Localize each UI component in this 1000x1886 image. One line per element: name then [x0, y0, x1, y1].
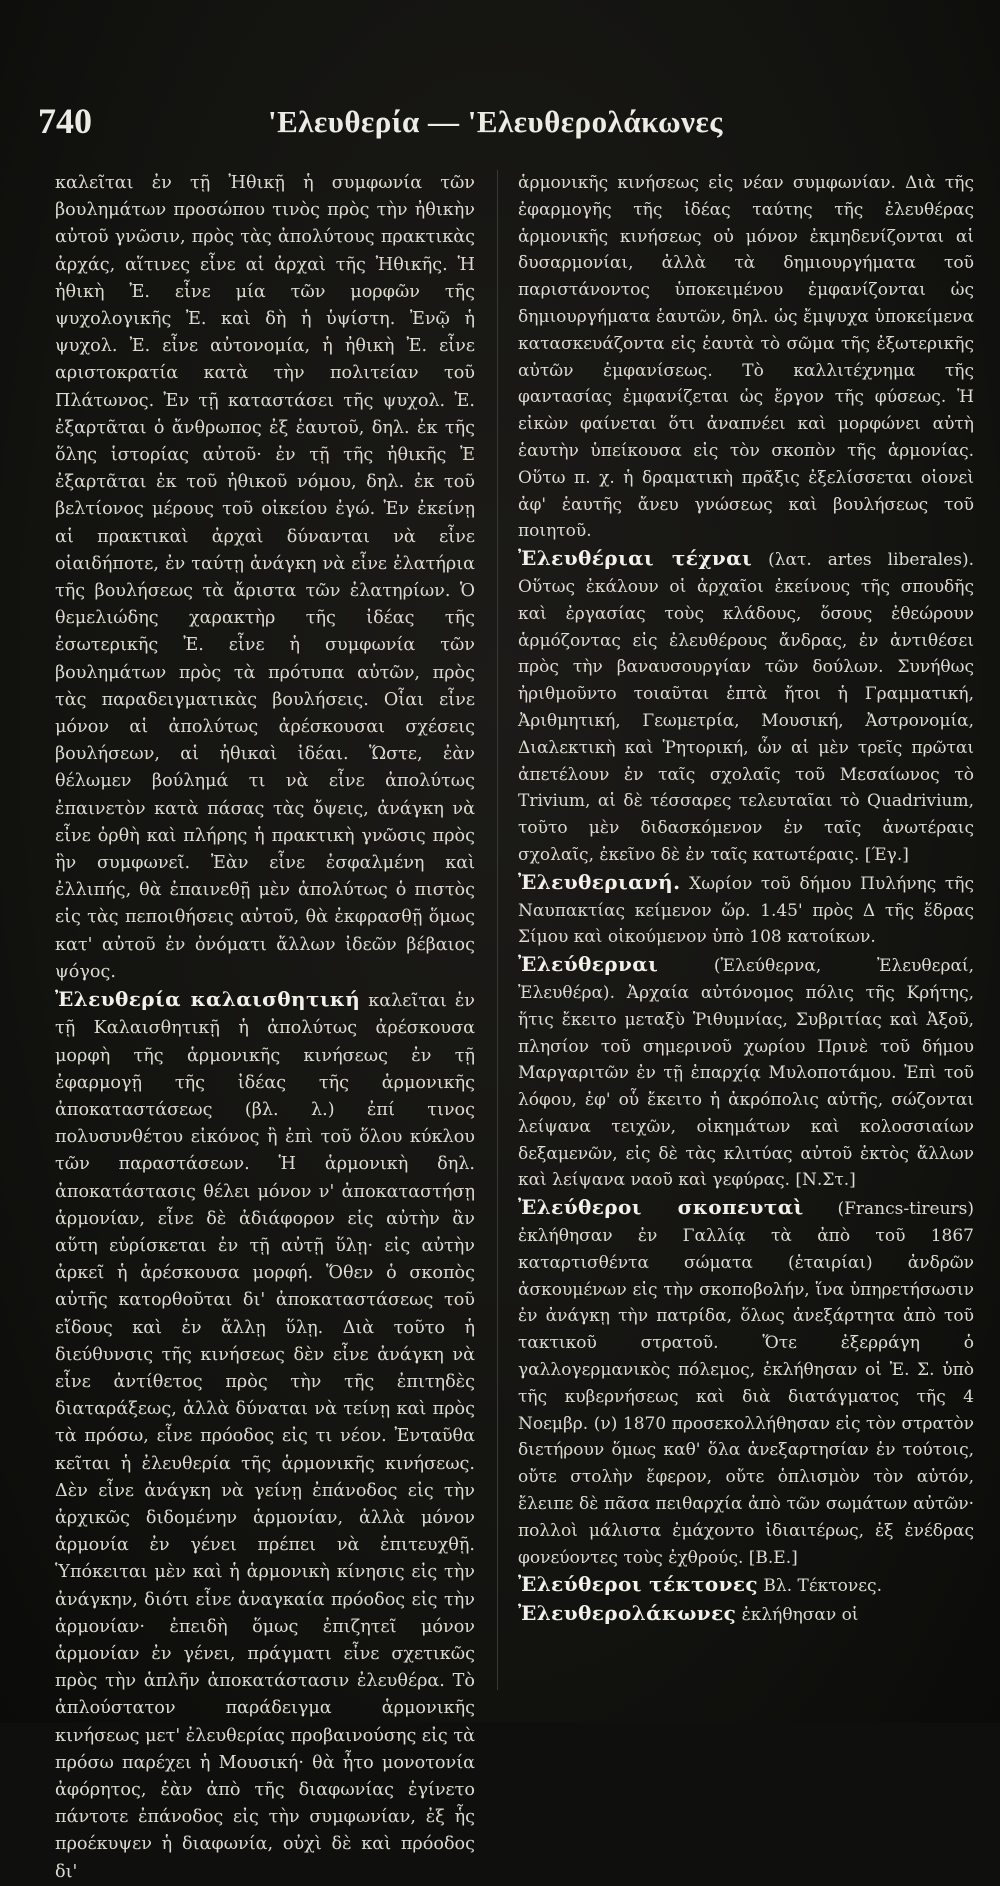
entry-eleftheriani	[518, 869, 974, 951]
entry-liberal-arts	[518, 545, 974, 869]
entry-body: Χωρίον τοῦ δήμου Πυλήνης τῆς Ναυπακτίας κείμενον ὥρ. 1.45' πρὸς Δ τῆς ἕδρας Σίμου καὶ οἰκούμενον ὑπὸ 108 κατοίκων.	[518, 873, 975, 948]
entry-body: ἐκλήθησαν οἱ	[741, 1605, 859, 1626]
entry-eleutherna	[518, 951, 974, 1194]
entry-body: καλεῖται ἐν τῇ Καλαισθητικῇ ἡ ἀπολύτως ἀρέσκουσα μορφὴ τῆς ἁρμονικῆς κινήσεως ἐν τῇ ἐφαρμογῇ τῆς ἰδέας τῆς ἁρμονικῆς ἀποκαταστάσεως (βλ. λ.) ἐπί τινος πολυσυνθέτου εἰκόνος ἢ ἐπὶ τοῦ ὅλου κύκλου τῶν παραστάσεων. Ἡ ἁρμονικὴ δηλ. ἀποκατάστασις θέλει μόνον ν' ἀποκαταστήσῃ ἁρμονίαν, εἶνε δὲ ἀδιάφορον εἰς αὐτὴν ἂν αὕτη εὑρίσκεται ἐν τῇ αὐτῇ ὕλῃ· εἰς αὐτὴν ἀρκεῖ ἡ ἀρέσκουσα μορφή. Ὅθεν ὁ σκοπὸς αὐτῆς κατορθοῦται δι' ἀποκαταστάσεως τοῦ εἴδους καὶ ἐν ἄλλῃ ὕλῃ. Διὰ τοῦτο ἡ διεύθυνσις τῆς κινήσεως δὲν εἶνε ἀνάγκη νὰ εἶνε ἀντίθετος πρὸς τὴν τῆς ἐπιτηδὲς διαταράξεως, ἀλλὰ δύναται νὰ τείνῃ καὶ πρὸς τὰ πρόσω, εἶνε πρόοδος εἰς τι νέον. Ἐνταῦθα κεῖται ἡ ἐλευθερία τῆς ἁρμονικῆς κινήσεως. Δὲν εἶνε ἀνάγκη νὰ γείνῃ ἐπάνοδος εἰς τὴν ἀρχικῶς διδομένην ἁρμονίαν, ἀλλὰ μόνον ἁρμονία ἐν γένει πρέπει νὰ ἐπιτευχθῇ. Ὑπόκειται μὲν καὶ ἡ ἁρμονικὴ κίνησις εἰς τὴν ἀνάγκην, διότι εἶνε ἀναγκαία πρόοδος εἰς τὴν ἁρμονίαν· ἐπειδὴ ὅμως ἐπιζητεῖ μόνον ἁρμονίαν ἐν γένει, πράγματι εἶνε σχετικῶς πρὸς τὴν ἁπλῆν ἀποκατάστασιν ἐλευθέρα. Τὸ ἁπλούστατον παράδειγμα ἁρμονικῆς κινήσεως μετ' ἐλευθερίας προβαινούσης εἰς τὰ πρόσω παρέχει ἡ Μουσική· θὰ ἦτο μονοτονία ἀφόρητος, ἐὰν ἀπὸ τῆς διαφωνίας ἐγίνετο πάντοτε ἐπάνοδος εἰς τὴν συμφωνίαν, ἐξ ἧς προέκυψεν ἡ διαφωνία, οὐχὶ δὲ καὶ πρόοδος δι'	[55, 991, 475, 1882]
entry-body: (Francs-tireurs) ἐκλήθησαν ἐν Γαλλίᾳ τὰ ἀπὸ τοῦ 1867 καταρτισθέντα σώματα (ἑταιρίαι) ἀνδρῶν ἀσκουμένων εἰς τὴν σκοποβολήν, ἵνα ὑπηρετήσωσιν ἐν ἀνάγκῃ τὴν πατρίδα, ὅλως ἀνεξάρτητα ἀπὸ τοῦ τακτικοῦ στρατοῦ. Ὅτε ἐξερράγη ὁ γαλλογερμανικὸς πόλεμος, ἐκλήθησαν οἱ Ἐ. Σ. ὑπὸ τῆς κυβερνήσεως καὶ διὰ διατάγματος τῆς 4 Νοεμβρ. (ν) 1870 προσεκολλήθησαν εἰς τὸν στρατὸν διετήρουν ὅμως καθ' ὅλα ἀνεξαρτησίαν ἐν τούτοις, οὔτε στολὴν ἔφερον, οὔτε ὁπλισμὸν τὸν αὐτόν, ἔλειπε δὲ πᾶσα πειθαρχία ἀπὸ τῶν σωμάτων αὐτῶν· πολλοὶ μάλιστα ἐμάχοντο ἰδιαιτέρως, ἐξ ἐνέδρας φονεύοντες τοὺς ἐχθρούς. [Β.Ε.]	[518, 1199, 974, 1568]
entry-headword: Ἐλευθερία καλαισθητική	[55, 987, 361, 1012]
entry-aesthetic-freedom	[55, 986, 475, 1886]
running-head: 'Ελευθερία — 'Ελευθερολάκωνες	[268, 104, 723, 139]
right-column	[518, 170, 974, 1710]
column-divider	[497, 170, 498, 1690]
entry-body: (Ἐλεύθερνα, Ἐλευθεραί, Ἐλευθέρα). Ἀρχαία αὐτόνομος πόλις τῆς Κρήτης, ἥτις ἔκειτο μεταξὺ Ῥιθυμνίας, Συβριτίας καὶ Ἀξοῦ, πλησίον τοῦ σημερινοῦ χωρίου Πρινὲ τοῦ δήμου Μαργαριτῶν ἐν τῇ ἐπαρχίᾳ Μυλοποτάμου. Ἐπὶ τοῦ λόφου, ἐφ' οὗ ἔκειτο ἡ ἀκρόπολις αὐτῆς, σώζονται λείψανα τειχῶν, οἰκημάτων καὶ κολοσσιαίων δεξαμενῶν, εἰς δὲ τὰς κλιτύας αὐτοῦ ἐκτὸς ἄλλων καὶ λείψανα ναοῦ καὶ γεφύρας. [Ν.Στ.]	[518, 956, 974, 1191]
page-number: 740	[38, 101, 92, 141]
entry-continuation	[518, 170, 974, 545]
left-column	[55, 170, 475, 1882]
entry-headword: Ἐλευθέριαι τέχναι	[518, 546, 753, 571]
entry-eleutherolakones	[518, 1600, 974, 1629]
entry-headword: Ἐλευθεριανή.	[518, 869, 681, 894]
entry-headword: Ἐλευθερολάκωνες	[518, 1601, 737, 1626]
entry-headword: Ἐλεύθεροι σκοπευταὶ	[518, 1195, 804, 1220]
entry-headword: Ἐλεύθεροι τέκτονες	[518, 1572, 759, 1597]
entry-body: (λατ. artes liberales). Οὕτως ἐκάλουν οἱ ἀρχαῖοι ἐκείνους τῆς σπουδῆς καὶ ἐργασίας τοὺς κλάδους, ὅσους ἐθεώρουν ἁρμόζοντας εἰς ἐλευθέρους ἄνδρας, ἐν ἀντιθέσει πρὸς τὴν βαναυσουργίαν τῶν δούλων. Συνήθως ἠριθμοῦντο τοιαῦται ἑπτὰ ἤτοι ἡ Γραμματική, Ἀριθμητική, Γεωμετρία, Μουσική, Ἀστρονομία, Διαλεκτικὴ καὶ Ῥητορική, ὧν αἱ μὲν τρεῖς πρῶται ἀπετέλουν ἐν ταῖς σχολαῖς τοῦ Μεσαίωνος τὸ Trivium, αἱ δὲ τέσσαρες τελευταῖαι τὸ Quadrivium, τοῦτο μὲν διδασκόμενον ἐν ταῖς ἀνωτέραις σχολαῖς, ἐκεῖνο δὲ ἐν ταῖς κατωτέραις. [Έγ.]	[518, 550, 974, 865]
entry-body: ἁρμονικῆς κινήσεως εἰς νέαν συμφωνίαν. Διὰ τῆς ἐφαρμογῆς τῆς ἰδέας ταύτης τῆς ἐλευθέρας ἁρμονικῆς κινήσεως οὐ μόνον ἐκμηδενίζονται αἱ δυσαρμονίαι, ἀλλὰ τὰ δημιουργήματα τοῦ παριστάνοντος ὑποκειμένου ἐμφανίζονται ὡς δημιουργήματα ἑαυτῶν, δηλ. ὡς ἔμψυχα ὑποκείμενα κατασκευάζοντα εἰς ἑαυτὰ τὸ σῶμα τῆς ἐξωτερικῆς αὐτῶν ἐμφανίσεως. Τὸ καλλιτέχνημα τῆς φαντασίας ἐμφανίζεται ὡς ἔργον τῆς φύσεως. Ἡ εἰκὼν φαίνεται ὅτι ἀναπνέει καὶ μορφώνει αὐτὴ ἑαυτὴν ὑπείκουσα εἰς τὸν σκοπὸν τῆς ἁρμονίας. Οὕτω π. χ. ἡ δραματικὴ πρᾶξις ἐξελίσσεται οἱονεὶ ἀφ' ἑαυτῆς ἄνευ γνώσεως καὶ βουλήσεως τοῦ ποιητοῦ.	[518, 173, 974, 542]
entry-headword: Ἐλεύθερναι	[518, 952, 659, 977]
entry-francs-tireurs	[518, 1194, 974, 1571]
entry-freemasons	[518, 1571, 974, 1600]
entry-continuation	[55, 170, 475, 986]
entry-body: Βλ. Τέκτονες.	[763, 1576, 882, 1597]
entry-body: καλεῖται ἐν τῇ Ἠθικῇ ἡ συμφωνία τῶν βουλημάτων προσώπου τινὸς πρὸς τὴν ἠθικὴν αὐτοῦ γνῶσιν, πρὸς τὰς ἀπολύτους πρακτικὰς ἀρχάς, αἵτινες εἶνε αἱ ἀρχαὶ τῆς Ἠθικῆς. Ἡ ἠθικὴ Ἐ. εἶνε μία τῶν μορφῶν τῆς ψυχολογικῆς Ἐ. καὶ δὴ ἡ ὑψίστη. Ἐνῷ ἡ ψυχολ. Ἐ. εἶνε αὐτονομία, ἡ ἠθικὴ Ἐ. εἶνε αριστοκρατία κατὰ τὴν πολιτείαν τοῦ Πλάτωνος. Ἐν τῇ καταστάσει τῆς ψυχολ. Ἐ. ἐξαρτᾶται ὁ ἄνθρωπος ἐξ ἑαυτοῦ, δηλ. ἐκ τῆς ὅλης ἱστορίας αὐτοῦ· ἐν τῇ τῆς ἠθικῆς Ἐ ἐξαρτᾶται ἐκ τοῦ ἠθικοῦ νόμου, δηλ. ἐκ τοῦ βελτίονος μέρους τοῦ οἰκείου ἐγώ. Ἐν ἐκείνῃ αἱ πρακτικαὶ ἀρχαὶ δύνανται νὰ εἶνε οἱαιδήποτε, ἐν ταύτῃ ἀνάγκη νὰ εἶνε ἐλατήρια τῆς βουλήσεως τὰ ἄριστα τῶν ἐλατηρίων. Ὁ θεμελιώδης χαρακτὴρ τῆς ἰδέας τῆς ἐσωτερικῆς Ἐ. εἶνε ἡ συμφωνία τῶν βουλημάτων πρὸς τὰ πρότυπα αὐτῶν, πρὸς τὰς παραδειγματικὰς βουλήσεις. Οἷαι εἶνε μόνον αἱ ἀπολύτως ἀρέσκουσαι σχέσεις βουλήσεων, αἱ ἠθικαὶ ἰδέαι. Ὥστε, ἐὰν θέλωμεν βούλημά τι νὰ εἶνε ἀπολύτως ἐπαινετὸν κατὰ πάσας τὰς ὄψεις, ἀνάγκη νὰ εἶνε ὀρθὴ καὶ πλήρης ἡ πρακτικὴ γνῶσις πρὸς ἣν συμφωνεῖ. Ἐὰν εἶνε ἐσφαλμένη καὶ ἐλλιπής, θὰ ἐπαινεθῇ μὲν ἀπολύτως ὁ πιστὸς εἰς τὰς πεποιθήσεις αὐτοῦ, θὰ ἐκφρασθῇ ὅμως κατ' αὐτοῦ ἐν ὀνόματι ἄλλων ἰδεῶν βέβαιος ψόγος.	[55, 173, 475, 982]
page-header	[38, 100, 970, 150]
